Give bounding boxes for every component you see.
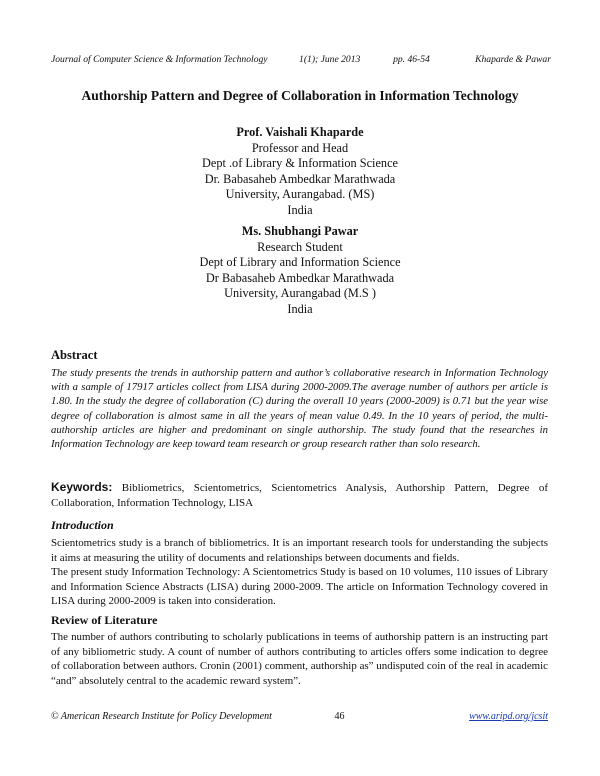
journal-url-link[interactable]: www.aripd.org/jcsit xyxy=(469,711,548,722)
header-volume: 1(1); June 2013 xyxy=(299,54,361,65)
keywords-list: Bibliometrics, Scientometrics, Scientometrics Analysis, Authorship Pattern, Degree of Collaboration, Information Technology, LISA xyxy=(51,482,548,509)
author-name: Ms. Shubhangi Pawar xyxy=(241,224,359,238)
header-authors: Khaparde & Pawar xyxy=(475,54,551,65)
author-line: University, Aurangabad. (MS) xyxy=(225,187,375,202)
page-number: 46 xyxy=(334,711,345,722)
keywords xyxy=(51,480,548,510)
running-header xyxy=(51,54,551,65)
author-line: Research Student xyxy=(257,239,343,254)
header-pages: pp. 46-54 xyxy=(393,54,430,65)
introduction-heading: Introduction xyxy=(51,518,114,532)
author-affiliation-2 xyxy=(0,224,600,318)
paragraph: The number of authors contributing to scholarly publications in teems of authorship pattern is an instructing part of any bibliometric study. A count of number of authors contributing to articles offers some indication to degree of collaboration between authors. Cronin (2001) comment, authorship as” undisputed coin of the real in academic “and” absolutely central to the academic reward system”. xyxy=(51,631,548,687)
paper-title: Authorship Pattern and Degree of Collaboration in Information Technology xyxy=(81,88,519,103)
author-affiliation-1 xyxy=(0,125,600,219)
paragraph: The present study Information Technology: A Scientometrics Study is based on 10 volumes, 110 issues of Library and Information Science Abstracts (LISA) during 2000-2009. The article on Information Technology covered in LISA during 2000-2009 is taken into consideration. xyxy=(51,566,548,608)
abstract-text: The study presents the trends in authorship pattern and author’s collaborative research in Information Technology with a sample of 17917 articles collect from LISA during 2000-2009.The average number of authors per article is 1.80. In the study the degree of collaboration (C) during the overall 10 years (2000-2009) is 0.71 but the year wise degree of collaboration is almost same in all the years of mean value 0.49. In the 10 years of period, the multi- authorship articles are higher and predominant on single authorship. The study found that the researches in Information Technology are keep toward team research or group research rather than solo research. xyxy=(51,367,548,451)
header-journal-name: Journal of Computer Science & Information Technology xyxy=(51,54,268,65)
author-line: Professor and Head xyxy=(251,140,349,155)
author-line: University, Aurangabad (M.S ) xyxy=(224,286,376,301)
author-line: India xyxy=(287,301,313,316)
author-line: Dept of Library and Information Science xyxy=(199,255,401,270)
author-line: Dept .of Library & Information Science xyxy=(202,156,398,171)
review-heading: Review of Literature xyxy=(51,613,158,627)
paragraph: Scientometrics study is a branch of bibliometrics. It is an important research tools for understanding the subjects it aims at measuring the utility of documents and relationships between documents and fields. xyxy=(51,537,548,564)
footer-publisher: © American Research Institute for Policy Development xyxy=(51,711,272,722)
author-name: Prof. Vaishali Khaparde xyxy=(236,125,364,139)
keywords-label: Keywords: xyxy=(51,480,113,494)
abstract-heading: Abstract xyxy=(51,348,98,362)
introduction-text xyxy=(51,536,548,609)
author-line: India xyxy=(287,202,313,217)
author-line: Dr Babasaheb Ambedkar Marathwada xyxy=(205,270,395,285)
review-text xyxy=(51,630,548,688)
author-line: Dr. Babasaheb Ambedkar Marathwada xyxy=(204,171,396,186)
page-footer xyxy=(51,711,548,722)
